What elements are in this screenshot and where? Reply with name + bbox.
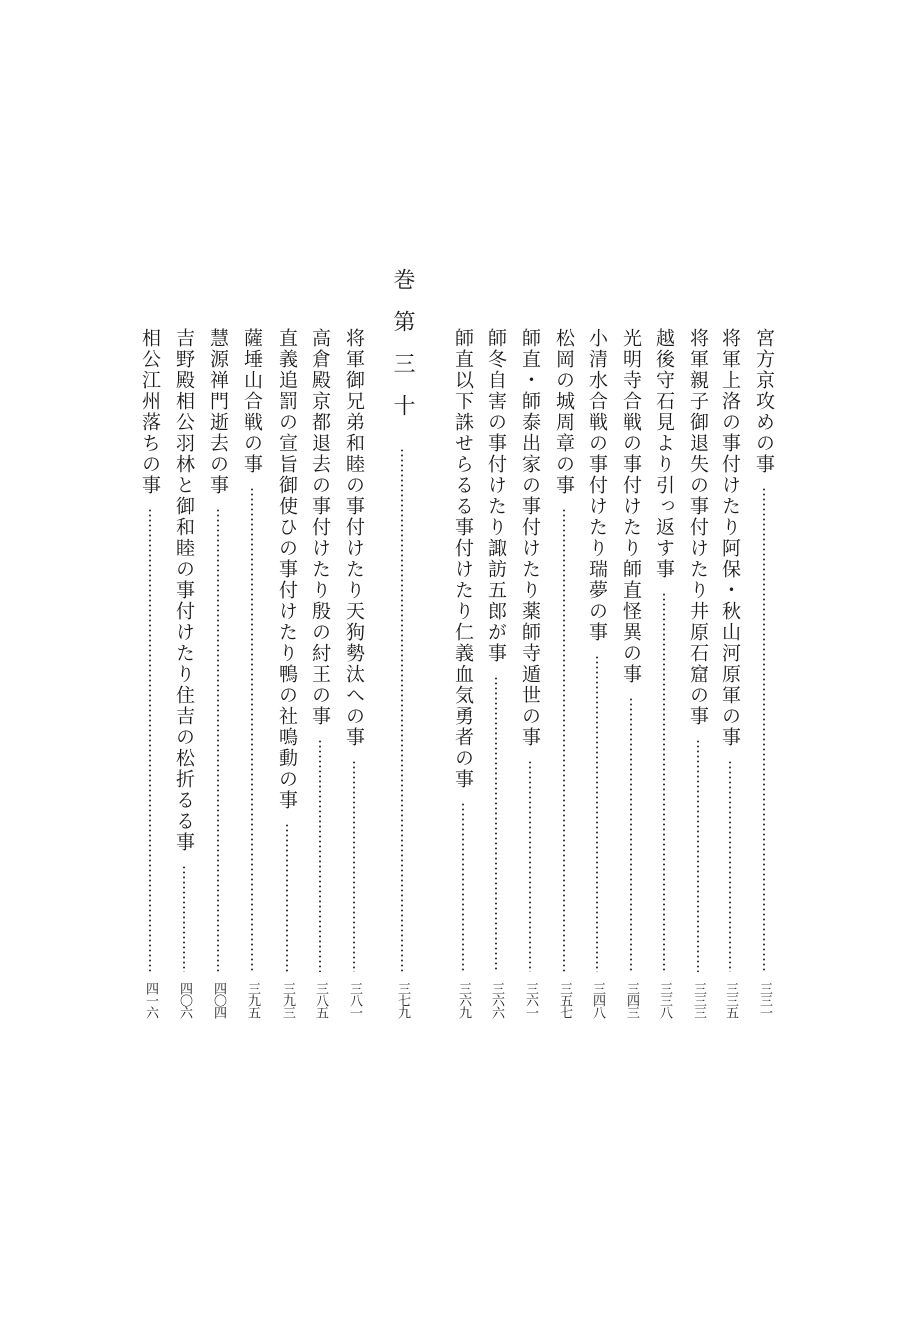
entry-title: 高倉殿京都退去の事付けたり殷の紂王の事 [309, 328, 331, 727]
entry-page-number: 四〇四 [211, 982, 226, 1018]
dot-leader [495, 676, 497, 972]
dot-leader [251, 487, 253, 972]
entry-page-number: 三三三 [691, 982, 706, 1018]
entry-title: 師直・師泰出家の事付けたり薬師寺遁世の事 [519, 328, 541, 748]
entry-title: 小清水合戦の事付けたり瑞夢の事 [586, 328, 608, 643]
entry-page-number: 三三一 [757, 982, 772, 1018]
dot-leader [217, 508, 219, 972]
toc-entry [339, 328, 369, 1018]
entry-page-number: 三四三 [624, 982, 639, 1018]
entry-page-number: 三四八 [590, 982, 605, 1018]
toc-entry [649, 328, 679, 1018]
toc-entry [715, 328, 745, 1018]
toc-entry [203, 328, 233, 1018]
volume-heading [384, 268, 420, 1018]
toc-entry [305, 328, 335, 1018]
dot-leader [319, 739, 321, 972]
dot-leader [663, 592, 665, 972]
dot-leader [462, 802, 464, 972]
toc-entry [448, 328, 478, 1018]
toc-entry [135, 328, 165, 1018]
toc-entry [749, 328, 779, 1018]
entry-title: 相公江州落ちの事 [139, 328, 161, 496]
toc-entry [683, 328, 713, 1018]
toc-entry [272, 328, 302, 1018]
volume-page-number: 三七九 [395, 982, 410, 1018]
entry-page-number: 三三八 [657, 982, 672, 1018]
dot-leader [529, 760, 531, 972]
toc-entry [169, 328, 199, 1018]
dot-leader [763, 487, 765, 972]
dot-leader [353, 760, 355, 972]
toc-entry [549, 328, 579, 1018]
entry-page-number: 三三五 [723, 982, 738, 1018]
dot-leader [729, 760, 731, 972]
entry-page-number: 三六九 [456, 982, 471, 1018]
entry-title: 吉野殿相公羽林と御和睦の事付けたり住吉の松折るる事 [173, 328, 195, 853]
entry-title: 将軍御兄弟和睦の事付けたり天狗勢汰への事 [343, 328, 365, 748]
entry-page-number: 三八五 [313, 982, 328, 1018]
entry-title: 越後守石見より引っ返す事 [653, 328, 675, 580]
entry-title: 薩埵山合戦の事 [241, 328, 263, 475]
entry-page-number: 三九五 [245, 982, 260, 1018]
entry-title: 将軍上洛の事付けたり阿保・秋山河原軍の事 [719, 328, 741, 748]
dot-leader [596, 655, 598, 972]
entry-page-number: 四一六 [143, 982, 158, 1018]
toc-entry [515, 328, 545, 1018]
dot-leader [183, 865, 185, 972]
entry-title: 師冬自害の事付けたり諏訪五郎が事 [485, 328, 507, 664]
entry-title: 慧源禅門逝去の事 [207, 328, 229, 496]
entry-page-number: 三八一 [347, 982, 362, 1018]
toc-entry [616, 328, 646, 1018]
entry-page-number: 三九三 [280, 982, 295, 1018]
entry-page-number: 三五七 [557, 982, 572, 1018]
entry-title: 直義追罰の宣旨御使ひの事付けたり鴨の社鳴動の事 [276, 328, 298, 811]
dot-leader [401, 448, 403, 972]
toc-entry [237, 328, 267, 1018]
toc-entry [582, 328, 612, 1018]
entry-title: 師直以下誅せらるる事付けたり仁義血気勇者の事 [452, 328, 474, 790]
toc-entry [481, 328, 511, 1018]
dot-leader [563, 508, 565, 972]
entry-title: 宮方京攻めの事 [753, 328, 775, 475]
entry-page-number: 三六一 [523, 982, 538, 1018]
entry-title: 松岡の城周章の事 [553, 328, 575, 496]
entry-title: 将軍親子御退失の事付けたり井原石窟の事 [687, 328, 709, 727]
dot-leader [697, 739, 699, 972]
entry-page-number: 三六六 [489, 982, 504, 1018]
entry-page-number: 四〇六 [177, 982, 192, 1018]
entry-title: 光明寺合戦の事付けたり師直怪異の事 [620, 328, 642, 685]
dot-leader [149, 508, 151, 972]
dot-leader [630, 697, 632, 972]
dot-leader [286, 823, 288, 972]
volume-title: 巻第三十 [390, 268, 415, 436]
